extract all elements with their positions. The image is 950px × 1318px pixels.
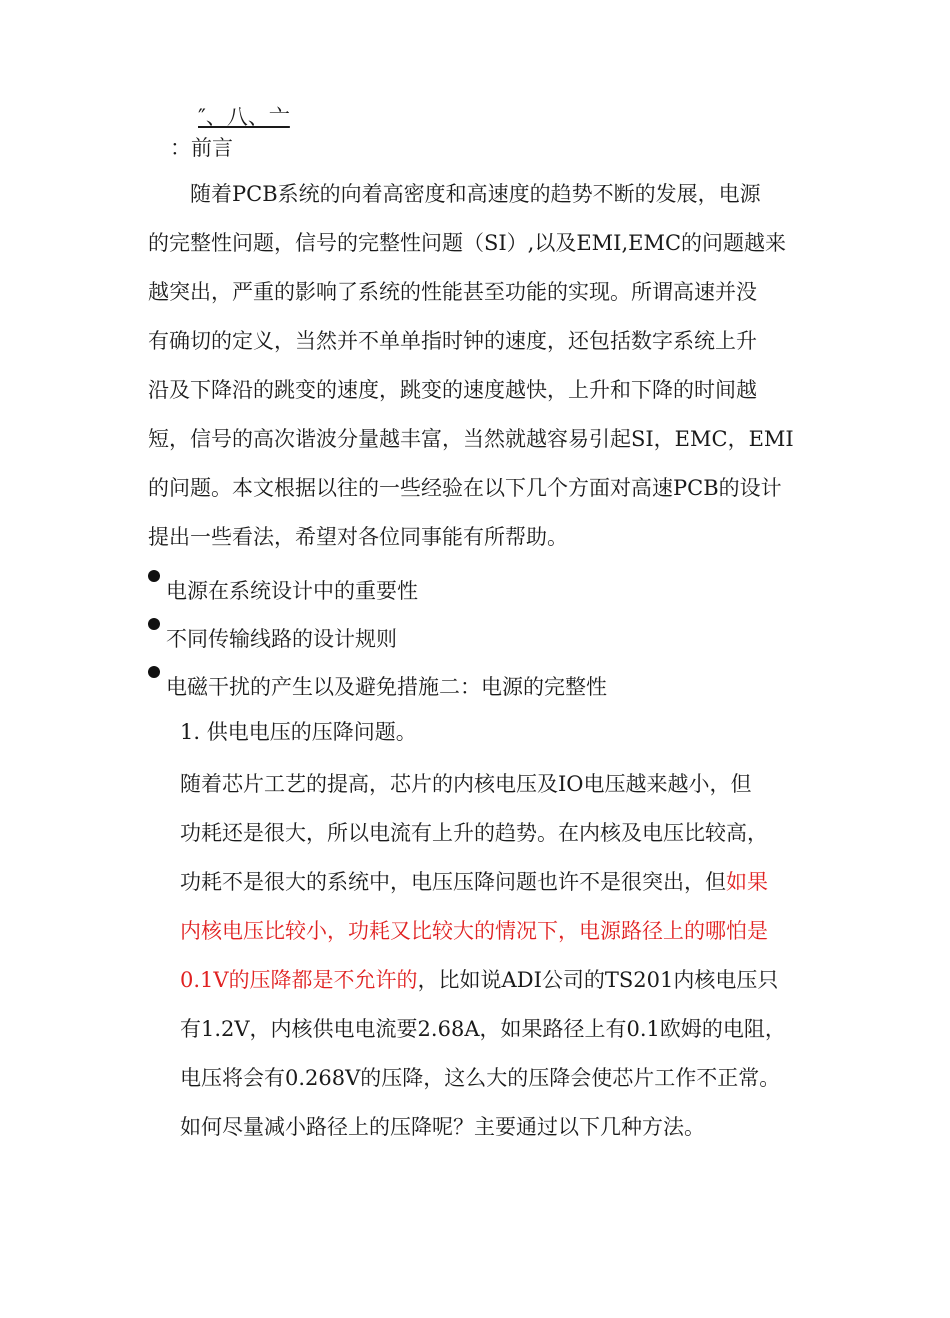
body-line (180, 956, 830, 1005)
topic-list (148, 567, 828, 711)
body-line: 随着芯片工艺的提高，芯片的内核电压及IO电压越来越小，但 (180, 772, 752, 796)
bullet-icon (148, 618, 160, 630)
intro-line: 短，信号的高次谐波分量越丰富，当然就越容易引起SI，EMC，EMI (148, 427, 794, 451)
intro-line: 的问题。本文根据以往的一些经验在以下几个方面对高速PCB的设计 (148, 476, 782, 500)
highlighted-text: 0.1V的压降都是不允许的 (180, 968, 418, 992)
preface-heading: ：前言 (170, 136, 233, 160)
intro-line: 有确切的定义，当然并不单单指时钟的速度，还包括数字系统上升 (148, 329, 757, 353)
intro-line: 沿及下降沿的跳变的速度，跳变的速度越快，上升和下降的时间越 (148, 378, 757, 402)
bullet-icon (148, 570, 160, 582)
intro-line: 的完整性问题，信号的完整性问题（SI）,以及EMI,EMC的问题越来 (148, 231, 787, 255)
intro-line: 随着PCB系统的向着高密度和高速度的趋势不断的发展，电源 (190, 182, 761, 206)
list-item-text: 不同传输线路的设计规则 (166, 627, 397, 651)
list-item-text: 电磁干扰的产生以及避免措施二：电源的完整性 (166, 675, 607, 699)
heading-marks: ″、八、亠 (198, 105, 290, 129)
list-item-text: 电源在系统设计中的重要性 (166, 579, 418, 603)
body-text: 功耗不是很大的系统中，电压压降问题也许不是很突出，但 (180, 870, 726, 894)
list-item (148, 567, 828, 615)
body-line: 如何尽量减小路径上的压降呢？主要通过以下几种方法。 (180, 1115, 705, 1139)
body-line: 功耗还是很大，所以电流有上升的趋势。在内核及电压比较高， (180, 821, 768, 845)
intro-line: 越突出，严重的影响了系统的性能甚至功能的实现。所谓高速并没 (148, 280, 757, 304)
bullet-icon (148, 666, 160, 678)
list-item (148, 663, 828, 711)
section-subheading: 1. 供电电压的压降问题。 (180, 720, 417, 744)
voltage-drop-section (180, 712, 830, 1152)
intro-line: 提出一些看法，希望对各位同事能有所帮助。 (148, 525, 568, 549)
body-line: 电压将会有0.268V的压降，这么大的压降会使芯片工作不正常。 (180, 1066, 781, 1090)
body-line: 有1.2V，内核供电电流要2.68A，如果路径上有0.1欧姆的电阻， (180, 1017, 786, 1041)
highlighted-text: 如果 (726, 870, 768, 894)
highlighted-line: 内核电压比较小，功耗又比较大的情况下，电源路径上的哪怕是 (180, 919, 768, 943)
body-text: ，比如说ADI公司的TS201内核电压只 (417, 968, 779, 992)
intro-paragraph (148, 170, 808, 562)
list-item (148, 615, 828, 663)
body-line (180, 858, 830, 907)
section-body (180, 760, 830, 1152)
